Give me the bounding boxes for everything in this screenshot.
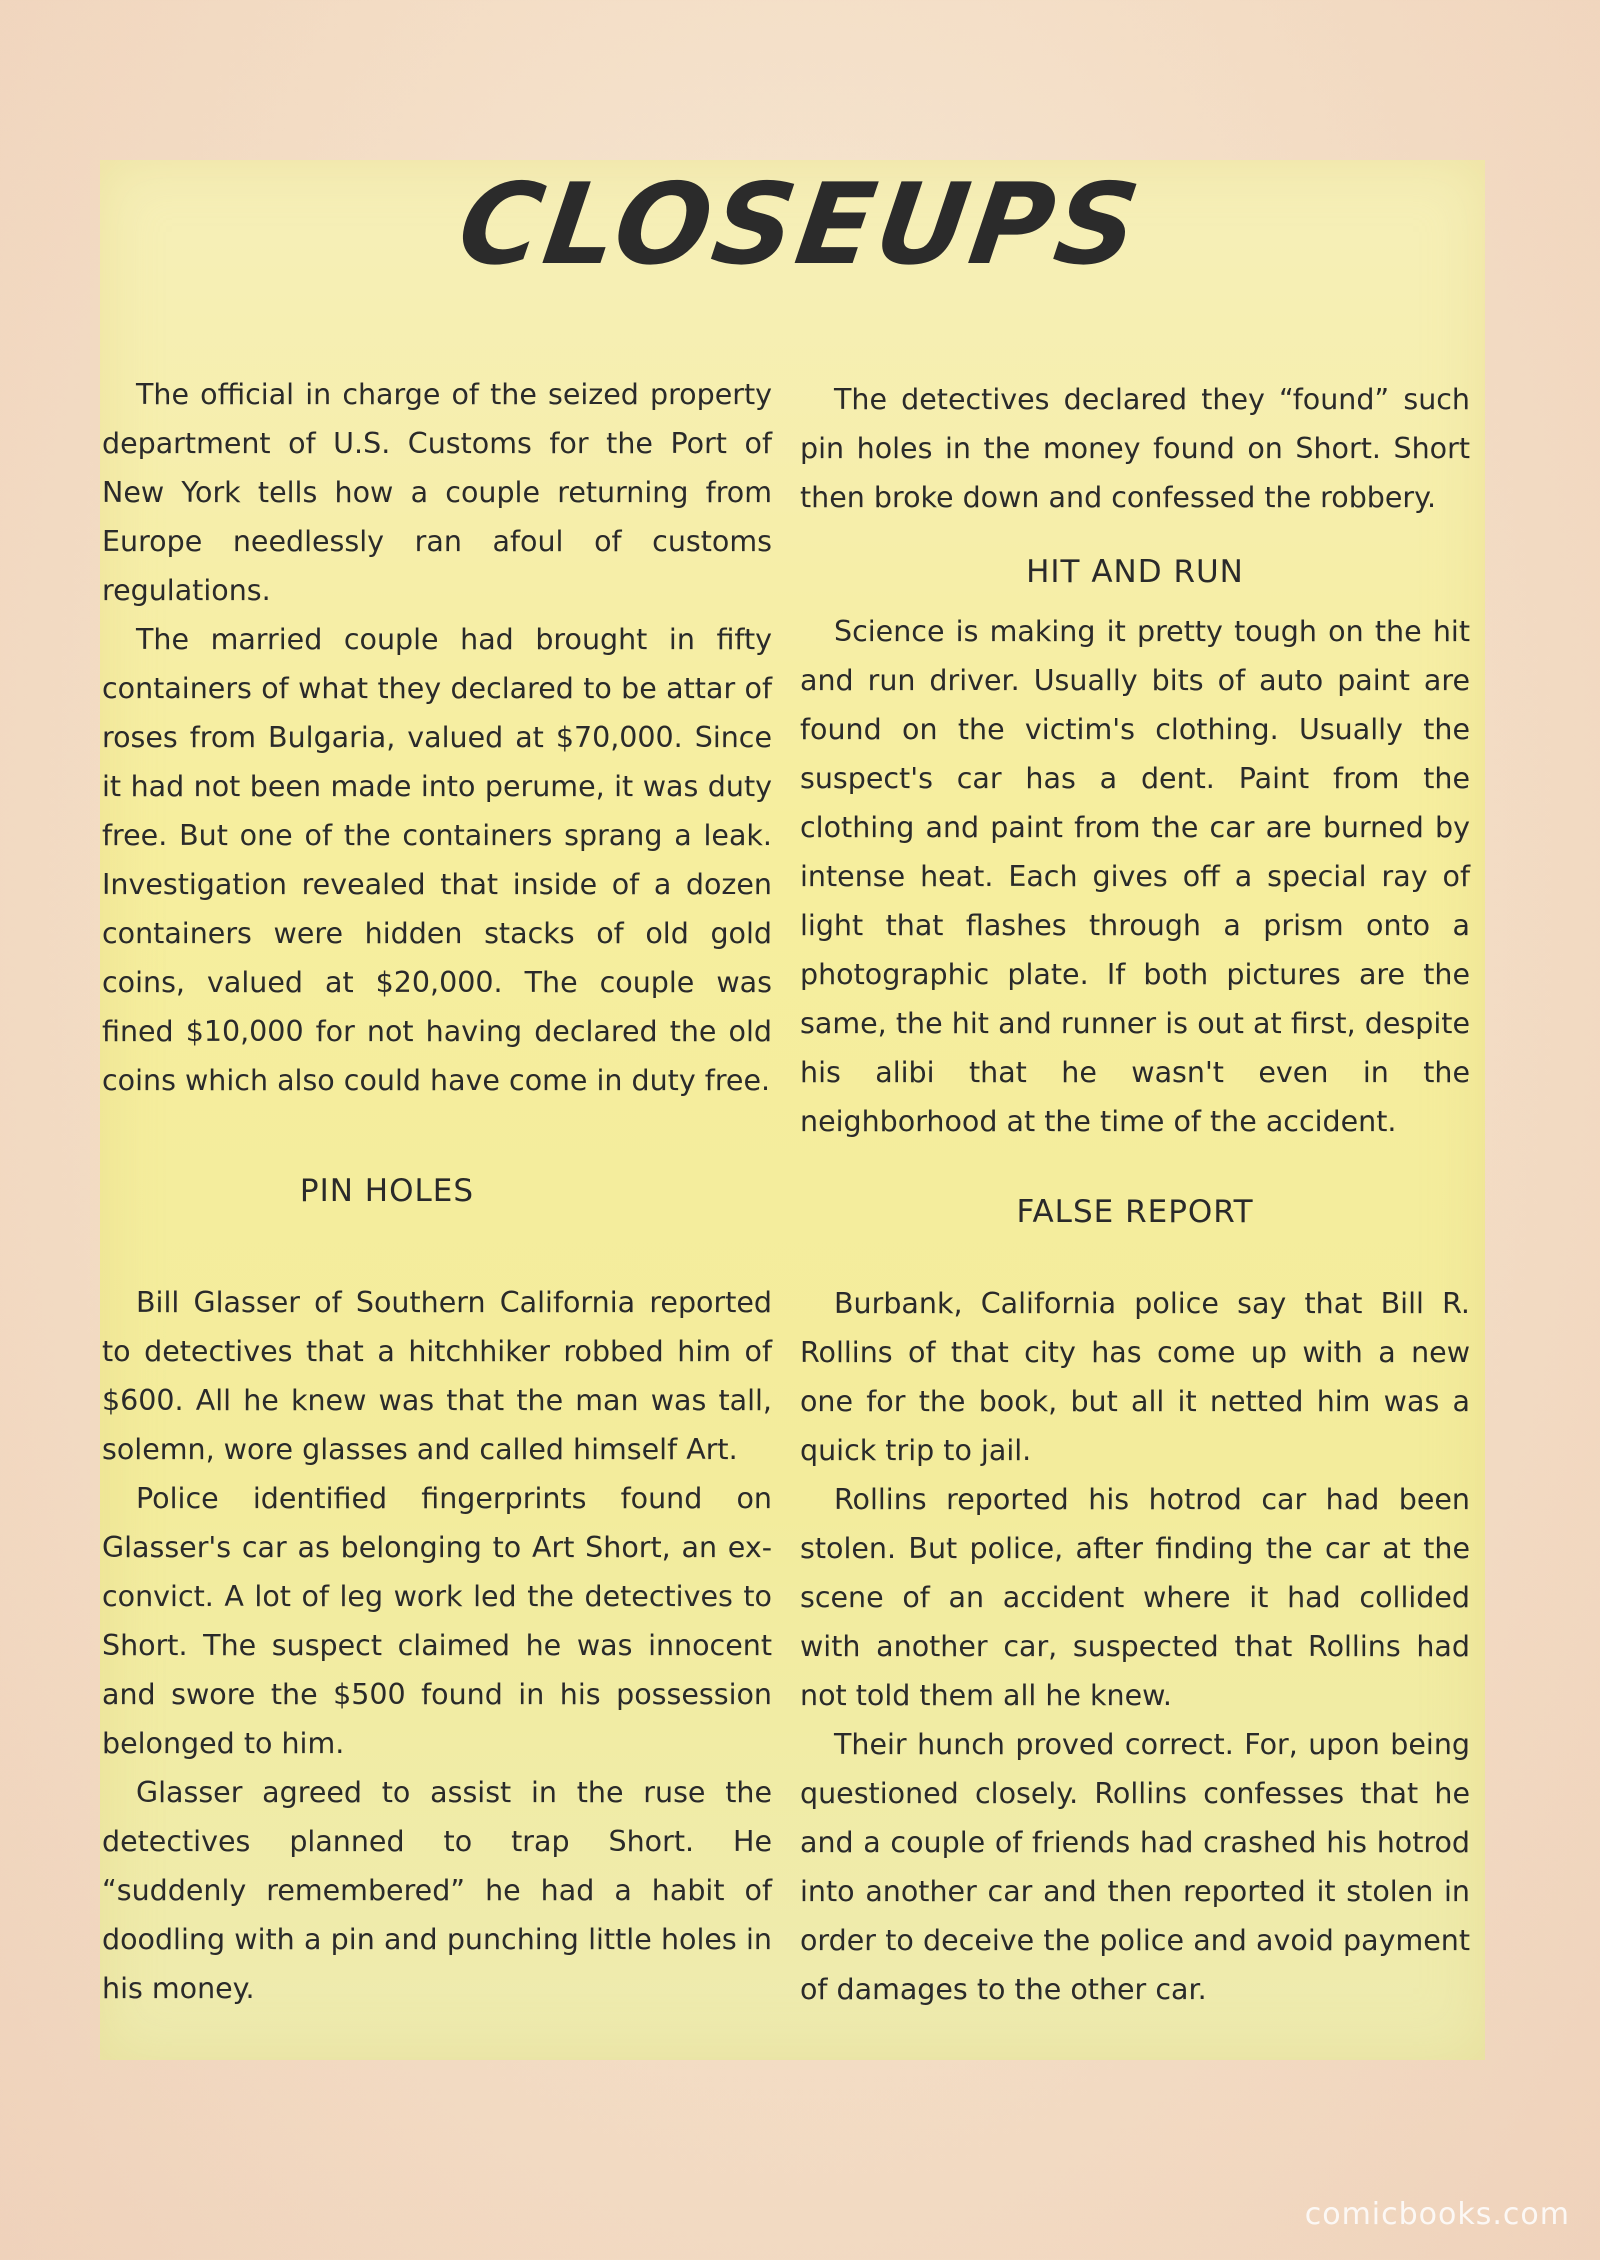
pin-holes-heading: PIN HOLES [299,1173,475,1209]
right-column [800,375,1470,2014]
watermark: comicbooks.com [1304,2197,1570,2232]
hit-and-run-paragraph: Science is making it pretty tough on the hit and run driver. Usually bits of auto paint are found on the victim's clothing. Usually the suspect's car has a dent. Paint from the clothing and paint from the car are burned by intense heat. Each gives off a special ray of light that flashes through a prism onto a photographic plate. If both pictures are the same, the hit and runner is out at first, despite his alibi that he wasn't even in the neighborhood at the time of the accident. [800,615,1470,1138]
false-report-paragraph-3: Their hunch proved correct. For, upon being questioned closely. Rollins confesses that he and a couple of friends had crashed his hotrod into another car and then reported it stolen in order to deceive the police and avoid payment of damages to the other car. [800,1728,1470,2006]
false-report-heading: FALSE REPORT [1016,1194,1254,1230]
false-report-paragraph-2: Rollins reported his hotrod car had been stolen. But police, after finding the car at the scene of an accident where it had collided with another car, suspected that Rollins had not told them all he knew. [800,1483,1470,1712]
false-report-paragraph-1: Burbank, California police say that Bill R. Rollins of that city has come up with a new one for the book, but all it netted him was a quick trip to jail. [800,1287,1470,1467]
hit-and-run-heading: HIT AND RUN [1026,554,1244,590]
page-title: CLOSEUPS [451,160,1149,290]
intro-paragraph-2: The married couple had brought in fifty containers of what they declared to be attar of roses from Bulgaria, valued at $70,000. Since it had not been made into perume, it was duty free. But one of the containers sprang a leak. Investigation revealed that inside of a dozen containers were hidden stacks of old gold coins, valued at $20,000. The couple was fined $10,000 for not having declared the old coins which also could have come in duty free. [102,623,772,1097]
pin-holes-paragraph-2: Police identified fingerprints found on Glasser's car as belonging to Art Short, an ex-convict. A lot of leg work led the detectives to Short. The suspect claimed he was innocent and swore the $500 found in his possession belonged to him. [102,1482,772,1760]
left-column [102,370,772,2013]
pin-holes-paragraph-1: Bill Glasser of Southern California reported to detectives that a hitchhiker robbed him of $600. All he knew was that the man was tall, solemn, wore glasses and called himself Art. [102,1286,772,1466]
intro-paragraph-1: The official in charge of the seized property department of U.S. Customs for the Port of New York tells how a couple returning from Europe needlessly ran afoul of customs regulations. [102,378,772,607]
pin-holes-continued-paragraph: The detectives declared they “found” such pin holes in the money found on Short. Short then broke down and confessed the robbery. [800,383,1470,514]
pin-holes-paragraph-3: Glasser agreed to assist in the ruse the detectives planned to trap Short. He “suddenly remembered” he had a habit of doodling with a pin and punching little holes in his money. [102,1776,772,2005]
